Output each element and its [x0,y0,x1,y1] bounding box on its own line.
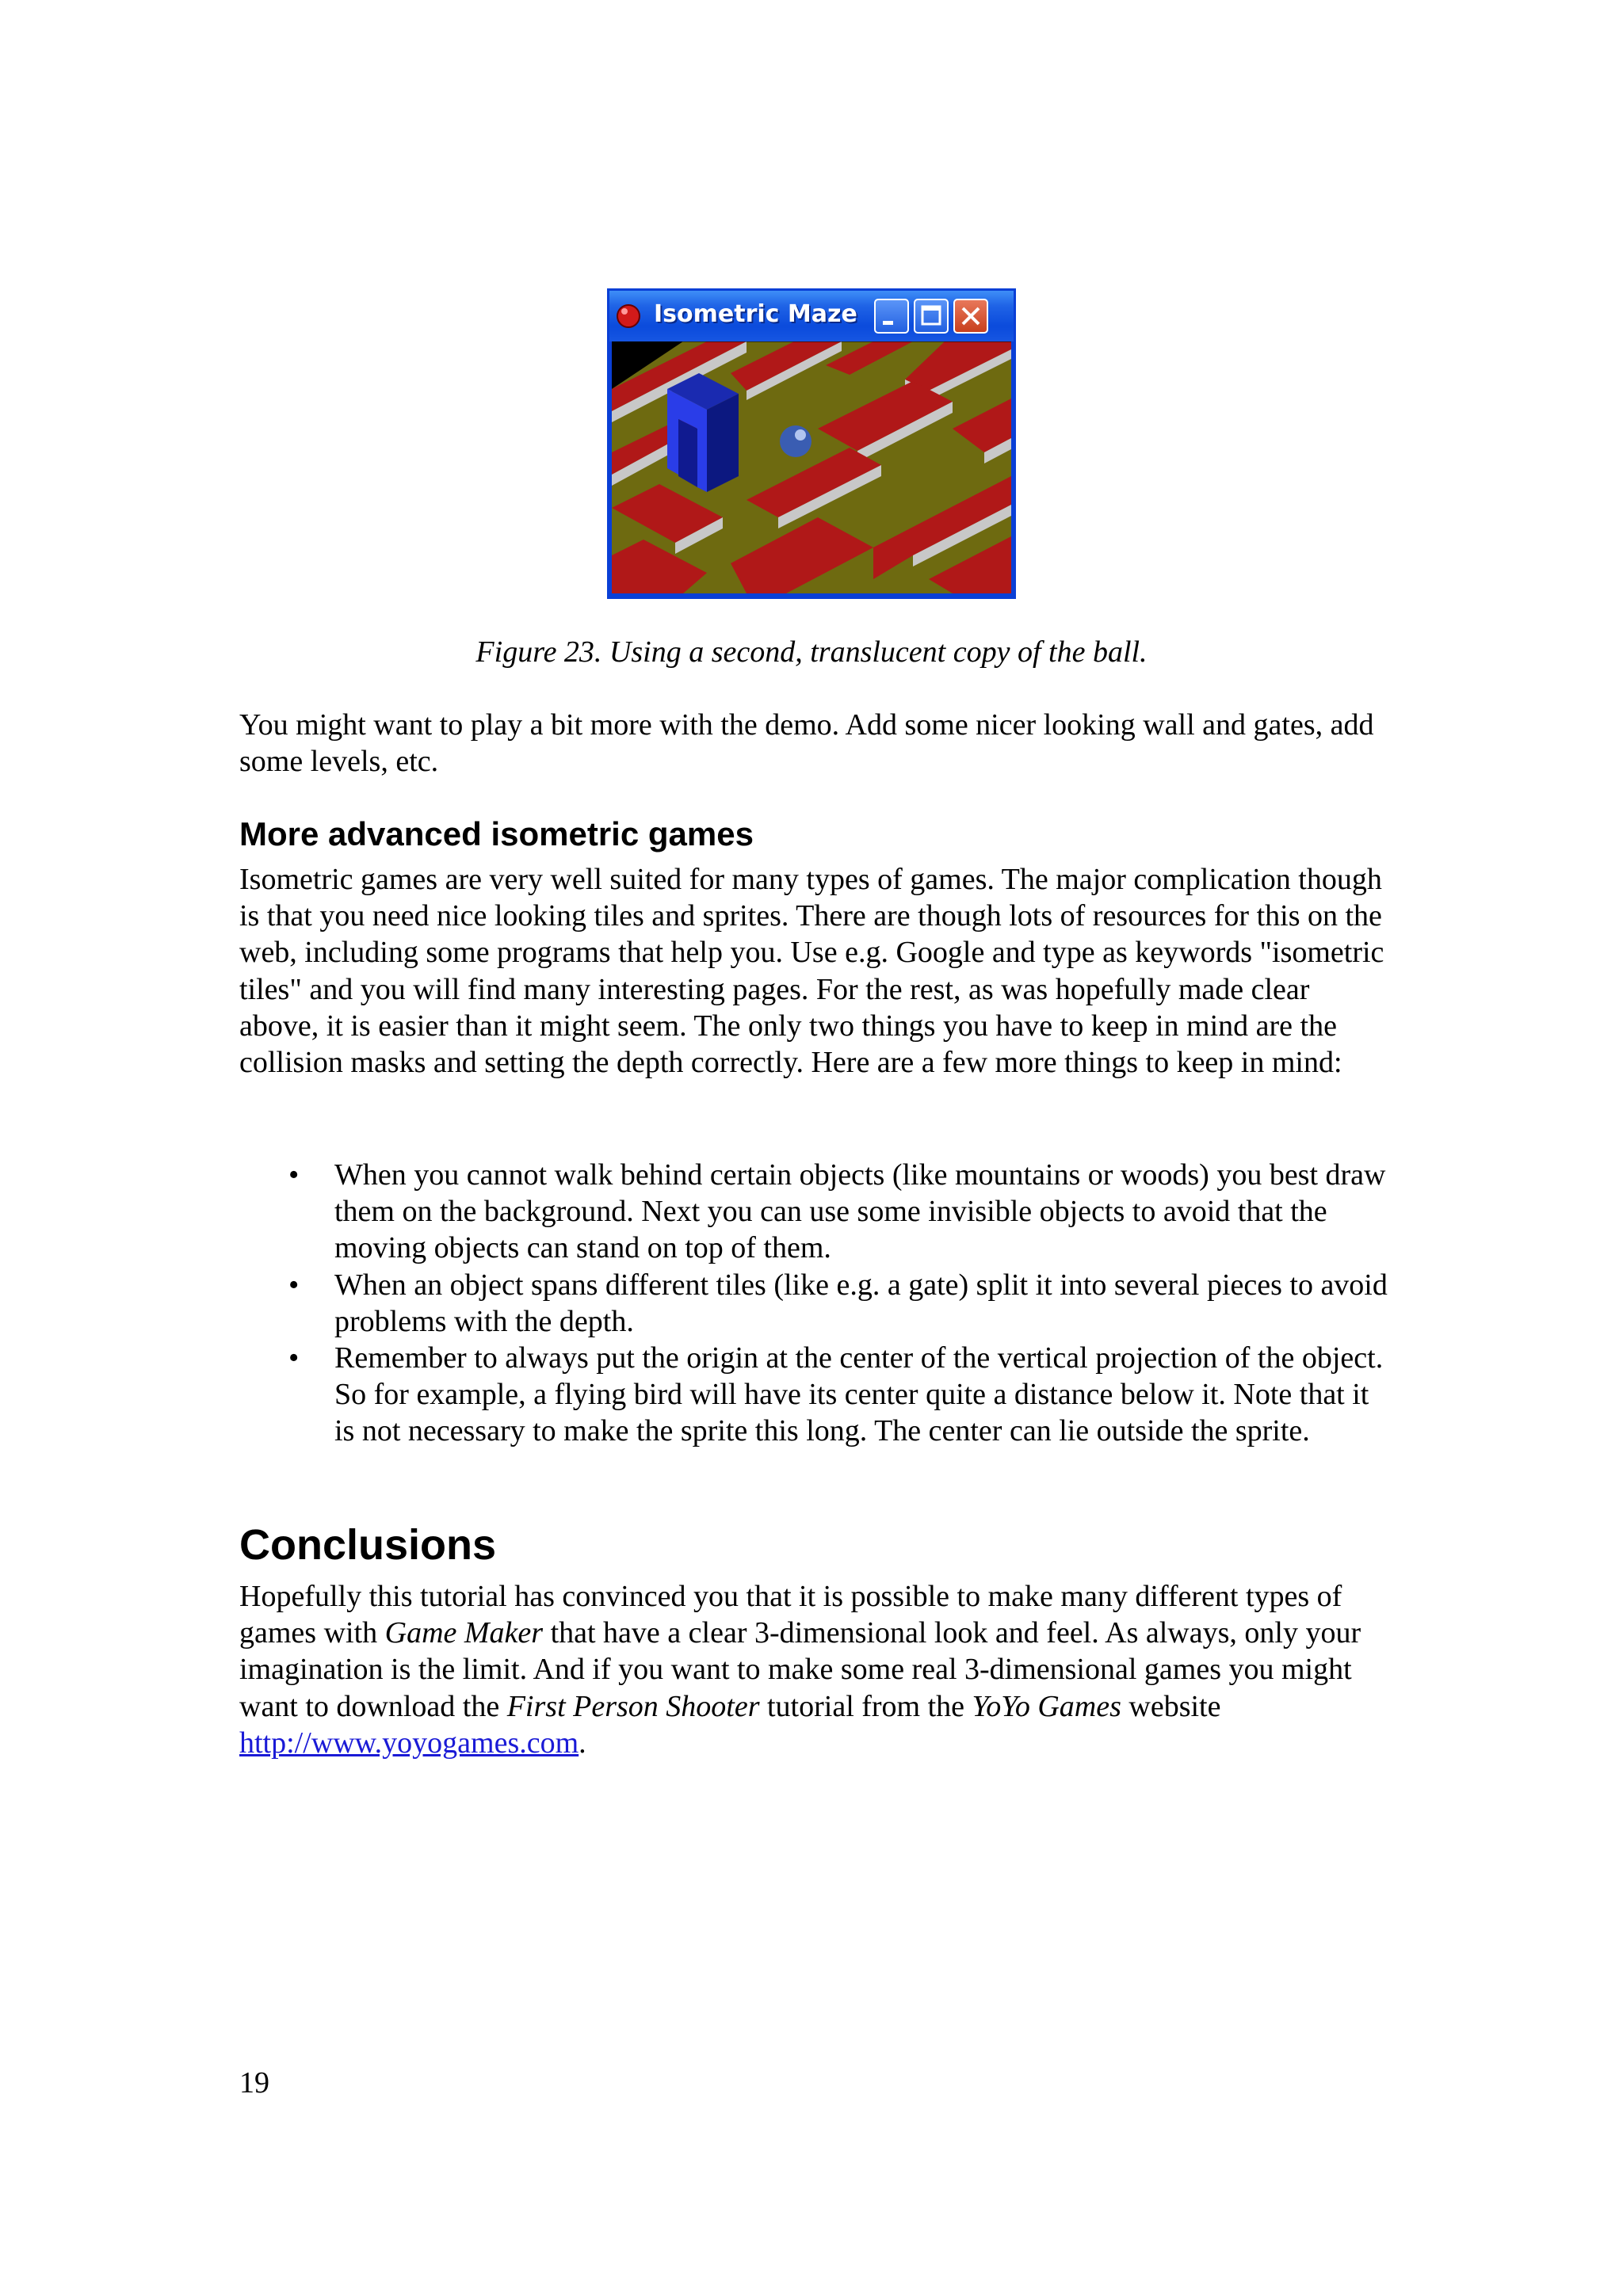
isometric-maze-window [607,288,1016,599]
game-maker-title: Game Maker [384,1616,544,1650]
list-item [239,1267,1396,1340]
fps-tutorial-title: First Person Shooter [506,1689,760,1723]
conclusions-paragraph [239,1578,1396,1761]
isometric-maze-scene [612,341,1011,593]
bullet-marker: • [288,1268,300,1302]
window-title: Isometric Maze [654,300,857,328]
tips-list [239,1157,1396,1450]
minimize-icon [876,300,907,332]
section-heading-advanced: More advanced isometric games [239,815,754,852]
advanced-paragraph: Isometric games are very well suited for many types of games. The major complication though is that you need nice looking tiles and sprites. There are though lots of resources for this on the web, including some programs that help you. Use e.g. Google and type as keywords "isometric tiles" and you will find many interesting pages. For the rest, as was hopefully made clear above, it is easier than it might seem. The only two things you have to keep in mind are the collision masks and setting the depth correctly. Here are a few more things to keep in mind: [239,863,1384,1080]
minimize-button[interactable] [874,299,909,334]
yoyo-games-name: YoYo Games [972,1689,1121,1723]
section-heading-conclusions: Conclusions [239,1521,497,1569]
conclusions-text-1: Hopefully this tutorial has convinced you that it is possible to make many different types of games with [239,1580,1342,1650]
page-number: 19 [239,2066,269,2100]
translucent-ball [780,425,812,457]
list-item [239,1340,1396,1450]
close-icon [955,300,987,332]
conclusions-text-2: that have a clear 3-dimensional look and feel. As always, only your imagination is the limit. And if you want to make some real 3-dimensional games you might want to download the [239,1616,1361,1723]
conclusions-text-5: . [579,1726,586,1760]
yoyogames-link[interactable]: http://www.yoyogames.com [239,1726,579,1760]
blue-gate [667,373,739,492]
game-viewport [612,341,1011,593]
maximize-icon [915,300,947,332]
close-button[interactable] [953,299,988,334]
bullet-marker: • [288,1341,300,1375]
list-item-text: When you cannot walk behind certain objects (like mountains or woods) you best draw them on the background. Next you can use some invisible objects to avoid that the moving objects can stand on top of them. [334,1158,1386,1265]
list-item-text: When an object spans different tiles (like e.g. a gate) split it into several pieces to avoid problems with the depth. [334,1268,1388,1338]
conclusions-text-3: tutorial from the [759,1689,972,1723]
red-ball-icon [616,303,641,329]
list-item-text: Remember to always put the origin at the center of the vertical projection of the object. So for example, a flying bird will have its center quite a distance below it. Note that it is not necessary to make the sprite this long. The center can lie outside the sprite. [334,1341,1384,1448]
conclusions-text-4: website [1121,1689,1221,1723]
intro-paragraph: You might want to play a bit more with the demo. Add some nicer looking wall and gates, add some levels, etc. [239,708,1374,779]
figure-caption: Figure 23. Using a second, translucent copy of the ball. [475,635,1148,669]
window-titlebar[interactable] [609,291,1014,341]
bullet-marker: • [288,1158,300,1192]
list-item [239,1157,1396,1267]
maximize-button[interactable] [914,299,949,334]
